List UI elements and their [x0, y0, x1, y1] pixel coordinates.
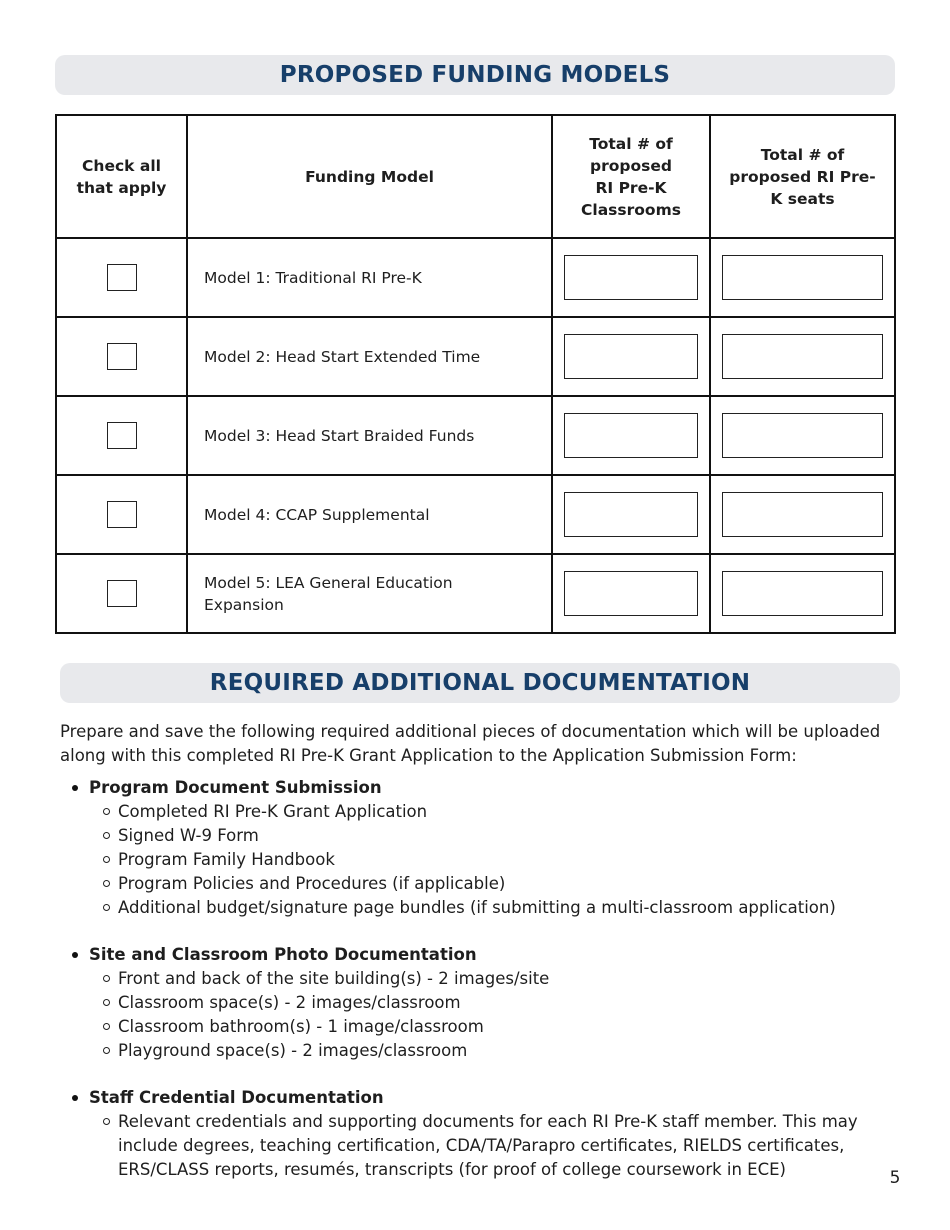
classrooms-cell: [552, 554, 710, 633]
model-5-label: Model 5: LEA General Education Expansion: [187, 554, 552, 633]
circle-bullet-icon: [103, 856, 110, 863]
bullet-icon: [72, 1095, 78, 1101]
circle-bullet-icon: [103, 975, 110, 982]
model-3-classrooms-input[interactable]: [564, 413, 698, 458]
proposed-funding-models-heading: [55, 55, 895, 95]
model-4-seats-input[interactable]: [722, 492, 883, 537]
list-item-text: Relevant credentials and supporting documents for each RI Pre-K staff member. This may include degrees, teaching certification, CDA/TA/Parapro certificates, RIELDS certificates, ERS/CLASS reports, resumés, transcripts (for proof of college coursework in ECE): [118, 1112, 858, 1179]
circle-bullet-icon: [103, 880, 110, 887]
seats-cell: [710, 396, 895, 475]
check-header: Check all that apply: [56, 115, 187, 238]
circle-bullet-icon: [103, 999, 110, 1006]
classrooms-cell: [552, 475, 710, 554]
circle-bullet-icon: [103, 1023, 110, 1030]
group-heading: [60, 943, 900, 967]
list-item: [118, 872, 900, 896]
list-item: [118, 848, 900, 872]
model-2-seats-input[interactable]: [722, 334, 883, 379]
circle-bullet-icon: [103, 1118, 110, 1125]
list-item-text: Classroom bathroom(s) - 1 image/classroom: [118, 1017, 484, 1036]
group-heading-text: Program Document Submission: [89, 778, 382, 797]
intro-paragraph: Prepare and save the following required additional pieces of documentation which will be uploaded along with this completed RI Pre-K Grant Application to the Application Submission Form:: [60, 722, 881, 765]
list-item: [118, 1015, 900, 1039]
classrooms-header: Total # of proposed RI Pre-K Classrooms: [552, 115, 710, 238]
list-item-text: Additional budget/signature page bundles (if submitting a multi-classroom application): [118, 898, 836, 917]
model-2-label: Model 2: Head Start Extended Time: [187, 317, 552, 396]
check-cell: [56, 396, 187, 475]
list-group: [60, 776, 900, 920]
group-heading: [60, 776, 900, 800]
model-1-classrooms-input[interactable]: [564, 255, 698, 300]
seats-cell: [710, 554, 895, 633]
group-heading-text: Staff Credential Documentation: [89, 1088, 384, 1107]
classrooms-cell: [552, 396, 710, 475]
list-item-text: Signed W-9 Form: [118, 826, 259, 845]
group-heading: [60, 1086, 900, 1110]
list-item: [118, 824, 900, 848]
seats-cell: [710, 475, 895, 554]
classrooms-cell: [552, 238, 710, 317]
model-5-classrooms-input[interactable]: [564, 571, 698, 616]
model-3-seats-input[interactable]: [722, 413, 883, 458]
seats-cell: [710, 238, 895, 317]
section-title: REQUIRED ADDITIONAL DOCUMENTATION: [209, 670, 751, 696]
documentation-list: [60, 776, 900, 1205]
list-item-text: Playground space(s) - 2 images/classroom: [118, 1041, 468, 1060]
check-cell: [56, 554, 187, 633]
table-header-row: [56, 115, 895, 238]
model-1-checkbox[interactable]: [107, 264, 137, 291]
list-item-text: Program Policies and Procedures (if applicable): [118, 874, 506, 893]
model-5-seats-input[interactable]: [722, 571, 883, 616]
section-title: PROPOSED FUNDING MODELS: [279, 62, 671, 88]
circle-bullet-icon: [103, 904, 110, 911]
list-item: [118, 1039, 900, 1063]
list-item: [118, 896, 900, 920]
bullet-icon: [72, 952, 78, 958]
circle-bullet-icon: [103, 1047, 110, 1054]
model-3-checkbox[interactable]: [107, 422, 137, 449]
table-row: [56, 396, 895, 475]
list-item: [118, 967, 900, 991]
circle-bullet-icon: [103, 808, 110, 815]
table-row: [56, 317, 895, 396]
model-2-classrooms-input[interactable]: [564, 334, 698, 379]
table-row: [56, 238, 895, 317]
table-row: [56, 475, 895, 554]
model-1-label: Model 1: Traditional RI Pre-K: [187, 238, 552, 317]
model-1-seats-input[interactable]: [722, 255, 883, 300]
list-item-text: Classroom space(s) - 2 images/classroom: [118, 993, 461, 1012]
model-5-checkbox[interactable]: [107, 580, 137, 607]
list-group: [60, 943, 900, 1063]
group-heading-text: Site and Classroom Photo Documentation: [89, 945, 477, 964]
list-item: [118, 800, 900, 824]
page-number: 5: [889, 1168, 901, 1188]
model-header: Funding Model: [187, 115, 552, 238]
seats-header: Total # of proposed RI Pre-K seats: [710, 115, 895, 238]
list-item-text: Front and back of the site building(s) - 2 images/site: [118, 969, 550, 988]
check-cell: [56, 317, 187, 396]
classrooms-cell: [552, 317, 710, 396]
model-4-classrooms-input[interactable]: [564, 492, 698, 537]
circle-bullet-icon: [103, 832, 110, 839]
model-4-label: Model 4: CCAP Supplemental: [187, 475, 552, 554]
list-item: [118, 991, 900, 1015]
funding-models-table: [55, 114, 896, 634]
list-item: [118, 1110, 900, 1182]
list-group: [60, 1086, 900, 1182]
model-2-checkbox[interactable]: [107, 343, 137, 370]
list-item-text: Program Family Handbook: [118, 850, 335, 869]
table-row: [56, 554, 895, 633]
list-item-text: Completed RI Pre-K Grant Application: [118, 802, 428, 821]
check-cell: [56, 238, 187, 317]
model-3-label: Model 3: Head Start Braided Funds: [187, 396, 552, 475]
check-cell: [56, 475, 187, 554]
model-4-checkbox[interactable]: [107, 501, 137, 528]
bullet-icon: [72, 785, 78, 791]
required-documentation-heading: [60, 663, 900, 703]
seats-cell: [710, 317, 895, 396]
